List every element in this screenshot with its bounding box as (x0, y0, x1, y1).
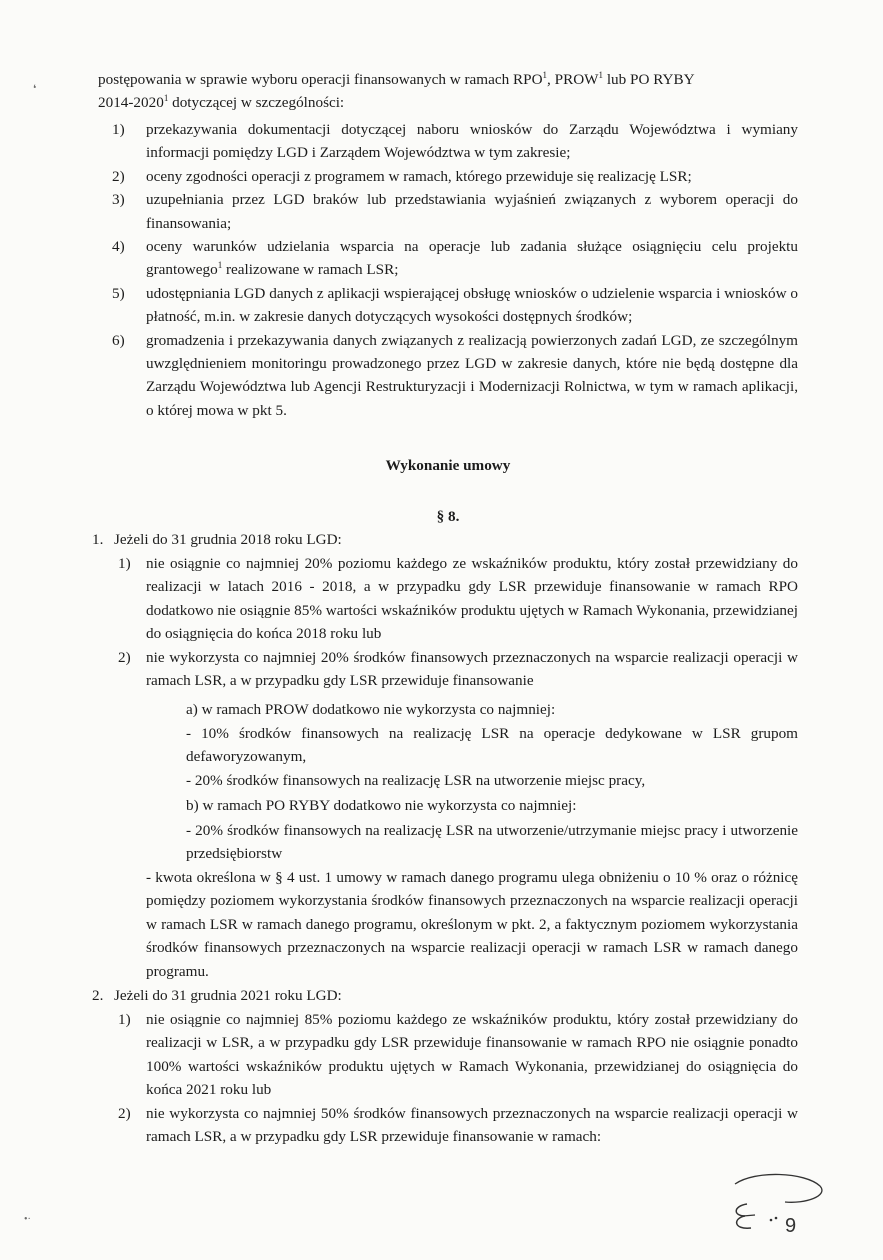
page-number: 9 (785, 1215, 797, 1237)
section-number: § 8. (436, 508, 460, 525)
footnote-ref: 1 (217, 260, 223, 271)
list-item: 3) uzupełniania przez LGD braków lub przedstawiania wyjaśnień związanych z wyborem operacji do finansowania; (112, 191, 798, 232)
list-item: 5) udostępniania LGD danych z aplikacji wspierającej obsługę wniosków o udzielenie wsparcia i wniosków o płatność, m.in. w zakresie danych dotyczących wysokości dostępnych środków; (112, 284, 798, 326)
scan-speck: •· (24, 1214, 31, 1225)
intro-line-2: 2014-2020$^1$ dotyczącej w szczególności: (98, 93, 345, 112)
list-item: 1) nie osiągnie co najmniej 85% poziomu każdego ze wskaźników produktu, który został przewidziany do realizacji w LSR, a w przypadku gdy LSR przewiduje finansowanie w ramach RPO nie osiągnie ponadto 100% wartości wskaźników produktu ujętych w Ramach Wykonania, przewidzianej do osiągnięcia do końca 2021 roku lub (118, 1011, 798, 1099)
paragraph-2-items (118, 1008, 798, 1148)
scan-speck: ❛ (33, 84, 37, 95)
intro-line-1: postępowania w sprawie wyboru operacji finansowanych w ramach RPO$^1$, PROW$^1$ lub PO RYBY (98, 69, 695, 88)
list-item: 2) nie wykorzysta co najmniej 50% środków finansowych przeznaczonych na wsparcie realizacji operacji w ramach LSR, a w przypadku gdy LSR przewiduje finansowanie w ramach: (118, 1104, 798, 1146)
dash-item: - 20% środków finansowych na realizację LSR na utworzenie miejsc pracy, (186, 772, 646, 789)
list-item: 6) gromadzenia i przekazywania danych związanych z realizacją powierzonych zadań LGD, ze szczególnym uwzględnieniem monitoringu prowadzonego przez LGD w zakresie danych, które nie będą dostępne dla Zarządu Województwa lub Agencji Restrukturyzacji i Modernizacji Rolnictwa, w tym w ramach aplikacji, o której mowa w pkt 5. (112, 331, 798, 419)
conclusion-paragraph: - kwota określona w § 4 ust. 1 umowy w ramach danego programu ulega obniżeniu o 10 % oraz o różnicę pomiędzy poziomem wykorzystania środków finansowych przeznaczonych na wsparcie realizacji operacji w ramach LSR w ramach danego programu, określonym w pkt. 2, a faktycznym poziomem wykorzystania środków finansowych przeznaczonych na wsparcie realizacji operacji w ramach LSR w ramach danego programu. (146, 869, 798, 980)
footnote-ref: 1 (598, 69, 604, 80)
footnote-ref: 1 (542, 69, 548, 80)
footnote-ref: 1 (163, 93, 169, 104)
paragraph-1-items (118, 552, 798, 692)
list-item: 2) nie wykorzysta co najmniej 20% środków finansowych przeznaczonych na wsparcie realizacji operacji w ramach LSR, a w przypadku gdy LSR przewiduje finansowanie (118, 648, 798, 690)
list-item: 2) oceny zgodności operacji z programem w ramach, którego przewiduje się realizację LSR; (112, 167, 692, 185)
handwritten-initials-signature (725, 1166, 835, 1246)
intro-paragraph (98, 68, 798, 115)
paragraph-1: 1. Jeżeli do 31 grudnia 2018 roku LGD: (92, 528, 798, 551)
paragraph-number: 1. (92, 531, 104, 548)
subitem-a: a) w ramach PROW dodatkowo nie wykorzysta co najmniej: (186, 701, 556, 718)
list-item: 1) przekazywania dokumentacji dotyczącej naboru wniosków do Zarządu Województwa i wymiany informacji pomiędzy LGD i Zarządem Województwa w tym zakresie; (112, 121, 798, 162)
list-item: 4) oceny warunków udzielania wsparcia na operacje lub zadania służące osiągnięciu celu projektu grantowego$^1$ realizowane w ramach LSR; (112, 238, 798, 279)
dash-item: - 10% środków finansowych na realizację LSR na operacje dedykowane w LSR grupom defaworyzowanym, (186, 725, 798, 766)
list-item: 1) nie osiągnie co najmniej 20% poziomu każdego ze wskaźników produktu, który został przewidziany do realizacji w latach 2016 - 2018, a w przypadku gdy LSR przewiduje finansowanie w ramach RPO dodatkowo nie osiągnie 85% wartości wskaźników produktu ujętych w Ramach Wykonania, przewidzianej do osiągnięcia do końca 2018 roku lub (118, 555, 798, 643)
paragraph-number: 2. (92, 987, 104, 1004)
dash-item: - 20% środków finansowych na realizację LSR na utworzenie/utrzymanie miejsc pracy i utworzenie przedsiębiorstw (186, 822, 798, 863)
section-heading: Wykonanie umowy (385, 457, 511, 474)
subitem-b: b) w ramach PO RYBY dodatkowo nie wykorzysta co najmniej: (186, 797, 577, 814)
task-list (112, 118, 798, 422)
paragraph-2: 2. Jeżeli do 31 grudnia 2021 roku LGD: (92, 984, 798, 1007)
